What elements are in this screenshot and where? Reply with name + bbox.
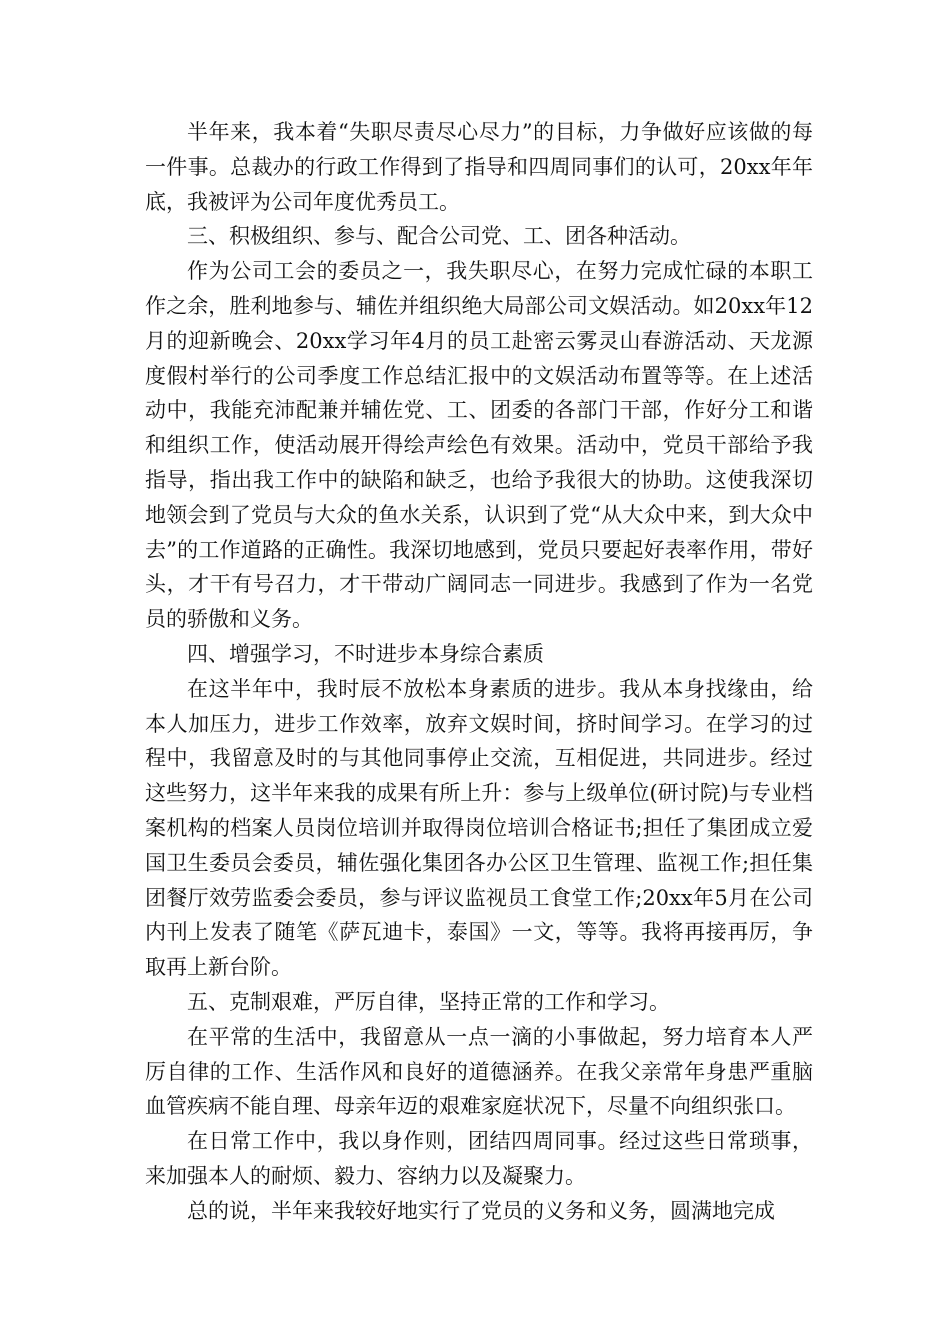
document-body bbox=[145, 115, 813, 1229]
paragraph-daily-work: 在日常工作中，我以身作则，团结四周同事。经过这些日常琐事，来加强本人的耐烦、毅力、容纳力以及凝聚力。 bbox=[145, 1129, 813, 1188]
heading-section-five: 五、克制艰难，严厉自律，坚持正常的工作和学习。 bbox=[187, 989, 670, 1014]
heading-section-four: 四、增强学习，不时进步本身综合素质 bbox=[187, 641, 544, 666]
heading-section-three: 三、积极组织、参与、配合公司党、工、团各种活动。 bbox=[187, 224, 691, 249]
paragraph-goal: 半年来，我本着“失职尽责尽心尽力”的目标，力争做好应该做的每一件事。总裁办的行政工作得到了指导和四周同事们的认可，20xx年年底，我被评为公司年度优秀员工。 bbox=[145, 120, 813, 214]
paragraph-activities: 作为公司工会的委员之一，我失职尽心，在努力完成忙碌的本职工作之余，胜利地参与、辅佐并组织绝大局部公司文娱活动。如20xx年12月的迎新晚会、20xx学习年4月的员工赴密云雾灵山春游活动、天龙源度假村举行的公司季度工作总结汇报中的文娱活动布置等等。在上述活动中，我能充沛配兼并辅佐党、工、团委的各部门干部，作好分工和谐和组织工作，使活动展开得绘声绘色有效果。活动中，党员干部给予我指导，指出我工作中的缺陷和缺乏，也给予我很大的协助。这使我深切地领会到了党员与大众的鱼水关系，认识到了党“从大众中来，到大众中去”的工作道路的正确性。我深切地感到，党员只要起好表率作用，带好头，才干有号召力，才干带动广阔同志一同进步。我感到了作为一名党员的骄傲和义务。 bbox=[145, 259, 813, 632]
paragraph-summary: 总的说，半年来我较好地实行了党员的义务和义务，圆满地完成 bbox=[187, 1198, 775, 1223]
paragraph-study: 在这半年中，我时辰不放松本身素质的进步。我从本身找缘由，给本人加压力，进步工作效率，放弃文娱时间，挤时间学习。在学习的过程中，我留意及时的与其他同事停止交流，互相促进，共同进步。经过这些努力，这半年来我的成果有所上升：参与上级单位(研讨院)与专业档案机构的档案人员岗位培训并取得岗位培训合格证书;担任了集团成立爱国卫生委员会委员，辅佐强化集团各办公区卫生管理、监视工作;担任集团餐厅效劳监委会委员，参与评议监视员工食堂工作;20xx年5月在公司内刊上发表了随笔《萨瓦迪卡，泰国》一文，等等。我将再接再厉，争取再上新台阶。 bbox=[145, 676, 813, 980]
paragraph-self-discipline: 在平常的生活中，我留意从一点一滴的小事做起，努力培育本人严厉自律的工作、生活作风和良好的道德涵养。在我父亲常年身患严重脑血管疾病不能自理、母亲年迈的艰难家庭状况下，尽量不向组织张口。 bbox=[145, 1024, 813, 1119]
